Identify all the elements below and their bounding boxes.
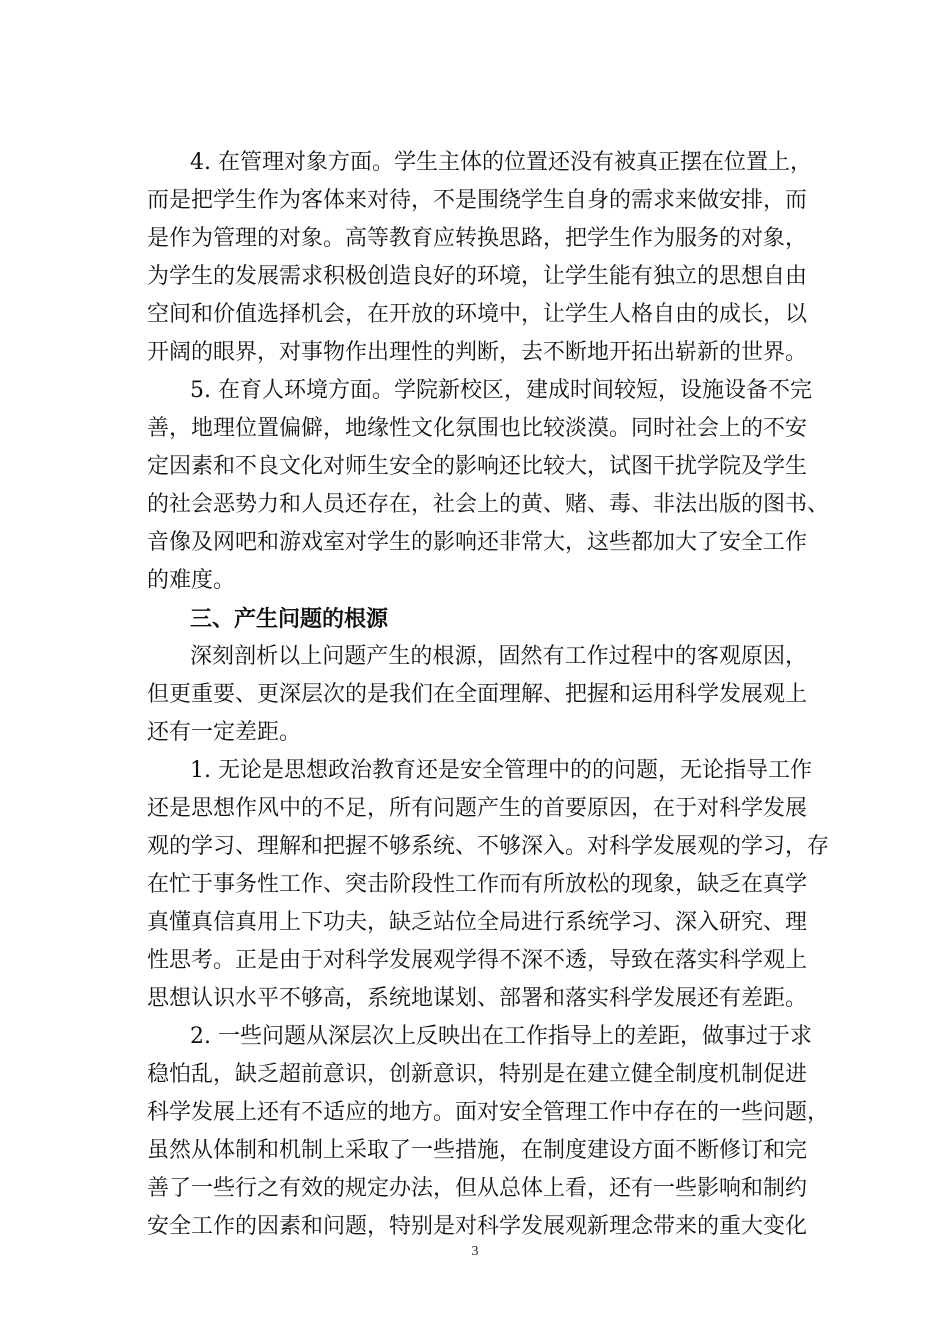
line-11: 音像及网吧和游戏室对学生的影响还非常大，这些都加大了安全工作 (147, 530, 808, 555)
line-14: 深刻剖析以上问题产生的根源，固然有工作过程中的客观原因， (190, 644, 807, 669)
line-26: 科学发展上还有不适应的地方。面对安全管理工作中存在的一些问题， (147, 1100, 830, 1125)
line-8: 善，地理位置偏僻，地缘性文化氛围也比较淡漠。同时社会上的不安 (147, 416, 808, 441)
line-19: 观的学习、理解和把握不够系统、不够深入。对科学发展观的学习，存 (147, 834, 830, 859)
line-17: 1. 无论是思想政治教育还是安全管理中的的问题，无论指导工作 (190, 758, 812, 783)
page-number: 3 (471, 1244, 479, 1259)
section-heading: 三、产生问题的根源 (190, 606, 389, 632)
line-6: 开阔的眼界，对事物作出理性的判断，去不断地开拓出崭新的世界。 (147, 340, 808, 365)
line-24: 2. 一些问题从深层次上反映出在工作指导上的差距，做事过于求 (190, 1024, 812, 1049)
line-1: 4. 在管理对象方面。学生主体的位置还没有被真正摆在位置上， (190, 150, 812, 175)
line-21: 真懂真信真用上下功夫，缺乏站位全局进行系统学习、深入研究、理 (147, 910, 808, 935)
line-10: 的社会恶势力和人员还存在，社会上的黄、赌、毒、非法出版的图书、 (147, 492, 830, 517)
line-22: 性思考。正是由于对科学发展观学得不深不透，导致在落实科学观上 (147, 948, 808, 973)
line-29: 安全工作的因素和问题，特别是对科学发展观新理念带来的重大变化 (147, 1214, 808, 1239)
line-25: 稳怕乱，缺乏超前意识，创新意识，特别是在建立健全制度机制促进 (147, 1062, 808, 1087)
line-12: 的难度。 (147, 568, 236, 593)
line-20: 在忙于事务性工作、突击阶段性工作而有所放松的现象，缺乏在真学 (147, 872, 808, 897)
line-5: 空间和价值选择机会，在开放的环境中，让学生人格自由的成长，以 (147, 302, 808, 327)
line-15: 但更重要、更深层次的是我们在全面理解、把握和运用科学发展观上 (147, 682, 808, 707)
line-9: 定因素和不良文化对师生安全的影响还比较大，试图干扰学院及学生 (147, 454, 808, 479)
line-16: 还有一定差距。 (147, 720, 302, 745)
line-18: 还是思想作风中的不足，所有问题产生的首要原因，在于对科学发展 (147, 796, 808, 821)
line-23: 思想认识水平不够高，系统地谋划、部署和落实科学发展还有差距。 (147, 986, 808, 1011)
line-28: 善了一些行之有效的规定办法，但从总体上看，还有一些影响和制约 (147, 1176, 808, 1201)
line-7: 5. 在育人环境方面。学院新校区，建成时间较短，设施设备不完 (190, 378, 812, 403)
line-27: 虽然从体制和机制上采取了一些措施，在制度建设方面不断修订和完 (147, 1138, 808, 1163)
line-2: 而是把学生作为客体来对待，不是围绕学生自身的需求来做安排，而 (147, 188, 808, 213)
line-3: 是作为管理的对象。高等教育应转换思路，把学生作为服务的对象， (147, 226, 808, 251)
line-4: 为学生的发展需求积极创造良好的环境，让学生能有独立的思想自由 (147, 264, 808, 289)
